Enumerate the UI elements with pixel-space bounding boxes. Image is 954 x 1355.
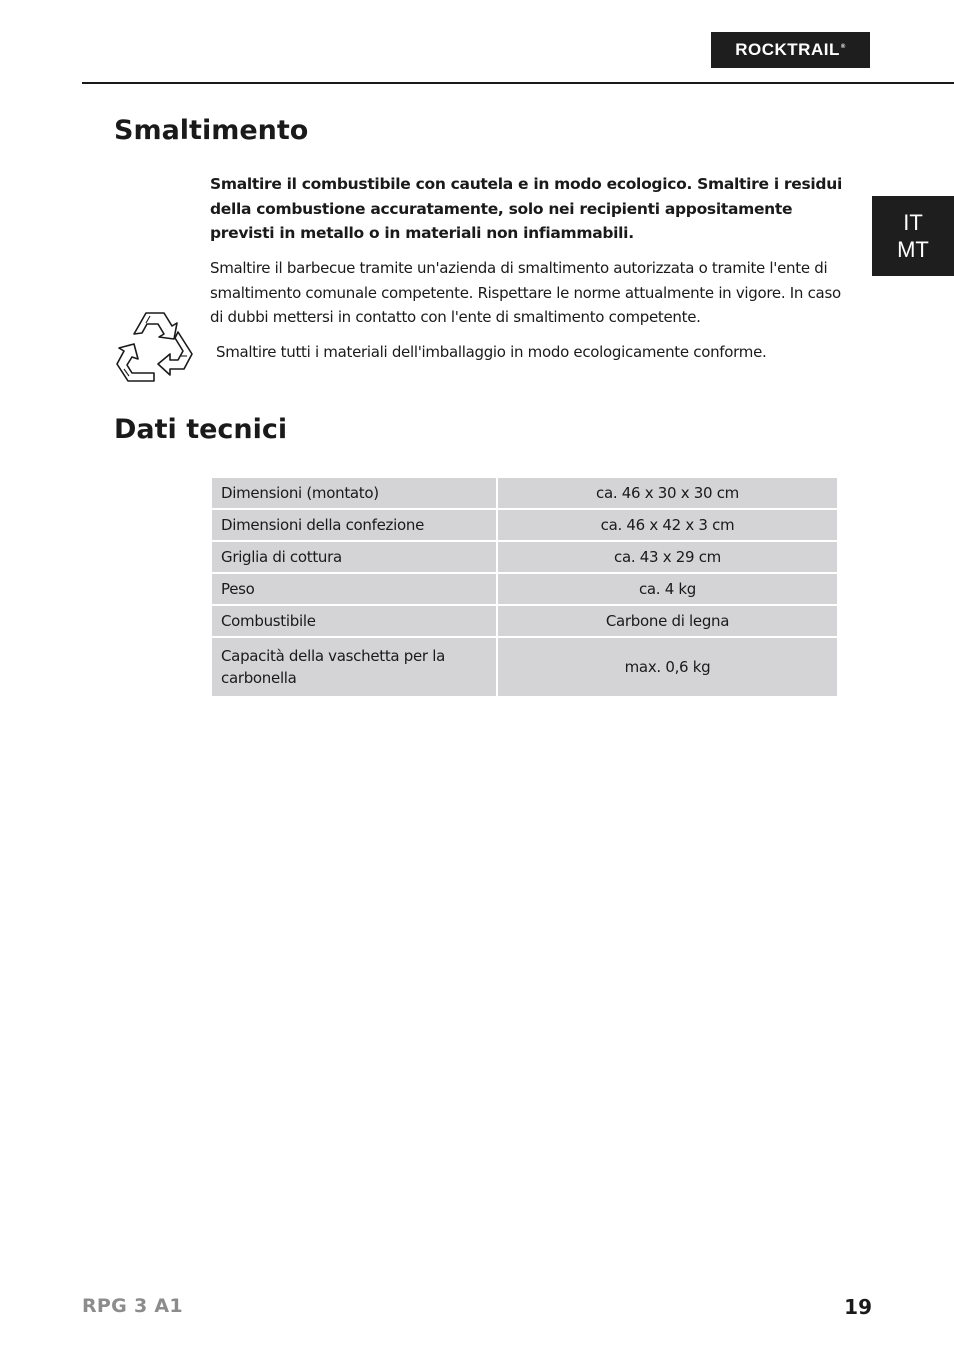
spec-value: max. 0,6 kg: [498, 638, 837, 696]
spec-value: ca. 46 x 42 x 3 cm: [498, 510, 837, 540]
table-row: [212, 510, 837, 540]
registered-mark: ®: [840, 44, 846, 50]
spec-label: Peso: [212, 574, 496, 604]
specs-table: [210, 476, 839, 698]
table-row: [212, 606, 837, 636]
spec-label: Capacità della vaschetta per la carbonella: [212, 638, 496, 696]
spec-label: Combustibile: [212, 606, 496, 636]
table-row: [212, 478, 837, 508]
spec-label: Griglia di cottura: [212, 542, 496, 572]
disposal-heading: Smaltimento: [114, 115, 309, 146]
table-row: [212, 574, 837, 604]
disposal-packaging-instructions: Smaltire tutti i materiali dell'imballaggio in modo ecologicamente conforme.: [216, 343, 767, 361]
spec-label: Dimensioni (montato): [212, 478, 496, 508]
table-row: [212, 638, 837, 696]
spec-label: Dimensioni della confezione: [212, 510, 496, 540]
specs-heading: Dati tecnici: [114, 414, 288, 445]
brand-logo: [711, 32, 870, 68]
disposal-barbecue-instructions: Smaltire il barbecue tramite un'azienda di smaltimento autorizzata o tramite l'ente di smaltimento comunale competente. Rispettare le norme attualmente in vigore. In caso di dubbi mettersi in contatto con l'ente di smaltimento competente.: [210, 259, 841, 326]
spec-value: ca. 46 x 30 x 30 cm: [498, 478, 837, 508]
language-tab-line-2: MT: [897, 237, 929, 262]
spec-value: Carbone di legna: [498, 606, 837, 636]
language-tab-line-1: IT: [903, 210, 923, 235]
spec-value: ca. 43 x 29 cm: [498, 542, 837, 572]
header-rule: [82, 82, 954, 84]
language-tab: [872, 196, 954, 276]
spec-value: ca. 4 kg: [498, 574, 837, 604]
table-row: [212, 542, 837, 572]
footer-page-number: 19: [844, 1295, 872, 1319]
recycle-icon: [112, 306, 198, 388]
brand-logo-text: ROCKTRAIL: [735, 40, 840, 59]
disposal-fuel-warning: Smaltire il combustibile con cautela e in modo ecologico. Smaltire i residui della combustione accuratamente, solo nei recipienti appositamente previsti in metallo o in materiali non infiammabili.: [210, 175, 842, 242]
footer-model-number: RPG 3 A1: [82, 1295, 183, 1317]
